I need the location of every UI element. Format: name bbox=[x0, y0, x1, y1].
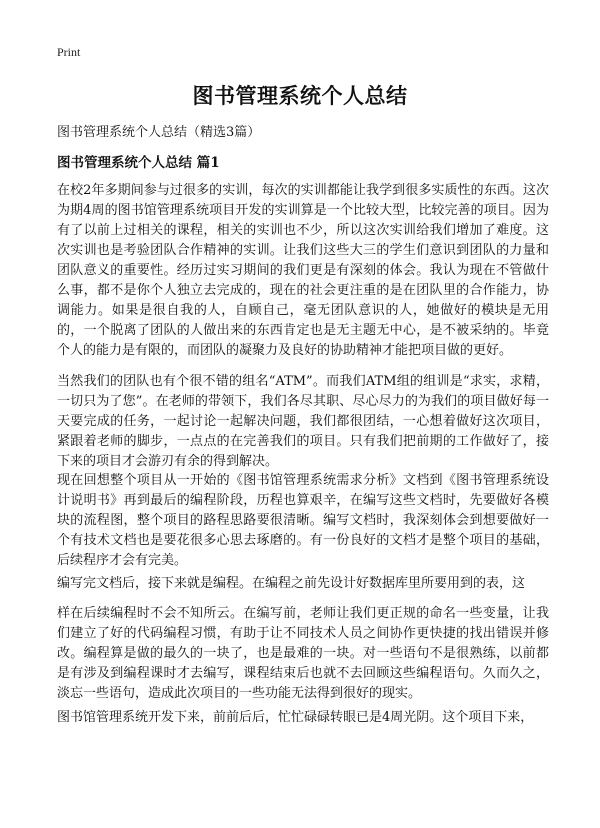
paragraph-2: 当然我们的团队也有个很不错的组名“ATM”。而我们ATM组的组训是“求实，求精，一切只为了您”。在老师的带领下，我们各尽其职、尽心尽力的为我们的项目做好每一天要完成的任务，一起讨论一起解决问题，我们都很团结，一心想着做好这次项目，紧跟着老师的脚步，一点点的在完善我们的项目。只有我们把前期的工作做好了，接下来的项目才会游刃有余的得到解决。 bbox=[57, 374, 549, 469]
section-heading: 图书管理系统个人总结 篇1 bbox=[57, 155, 220, 171]
paragraph-5: 样在后续编程时不会不知所云。在编写前，老师让我们更正规的命名一些变量，让我们建立了好的代码编程习惯，有助于让不同技术人员之间协作更快捷的找出错误并修改。编程算是做的最久的一块了，也是最难的一块。对一些语句不是很熟练，以前都是有涉及到编程课时才去编写，课程结束后也就不去回顾这些编程语句。久而久之，淡忘一些语句，造成此次项目的一些功能无法得到很好的现实。 bbox=[57, 606, 549, 701]
print-link[interactable]: Print bbox=[57, 45, 81, 59]
paragraph-1: 在校2年多期间参与过很多的实训，每次的实训都能让我学到很多实质性的东西。这次为期4周的图书馆管理系统项目开发的实训算是一个比较大型，比较完善的项目。因为有了以前上过相关的课程，相关的实训也不少，所以这次实训给我们增加了难度。这次实训也是考验团队合作精神的实训。让我们这些大三的学生们意识到团队的力量和团队意义的重要性。经历过实习期间的我们更是有深刻的体会。我认为现在不管做什么事，都不是你个人独立去完成的，现在的社会更注重的是在团队里的合作能力，协调能力。如果是很自我的人，自顾自己，毫无团队意识的人，她做好的模块是无用的，一个脱离了团队的人做出来的东西肯定也是无主题无中心，是不被采纳的。毕竟个人的能力是有限的，而团队的凝聚力及良好的协助精神才能把项目做的更好。 bbox=[57, 183, 549, 358]
paragraph-3: 现在回想整个项目从一开始的《图书馆管理系统需求分析》文档到《图书管理系统设计说明书》再到最后的编程阶段，历程也算艰辛，在编写这些文档时，先要做好各模块的流程图，整个项目的路程思路要很清晰。编写文档时，我深刻体会到想要做好一个有技术文档也是要花很多心思去琢磨的。有一份良好的文档才是整个项目的基础，后续程序才会有完美。 bbox=[57, 473, 549, 568]
paragraph-6: 图书馆管理系统开发下来，前前后后，忙忙碌碌转眼已是4周光阴。这个项目下来， bbox=[57, 710, 534, 725]
document-title: 图书管理系统个人总结 bbox=[192, 83, 408, 108]
document-subtitle: 图书管理系统个人总结（精选3篇） bbox=[57, 125, 261, 140]
paragraph-4: 编写完文档后，接下来就是编程。在编程之前先设计好数据库里所要用到的表，这 bbox=[57, 576, 526, 591]
